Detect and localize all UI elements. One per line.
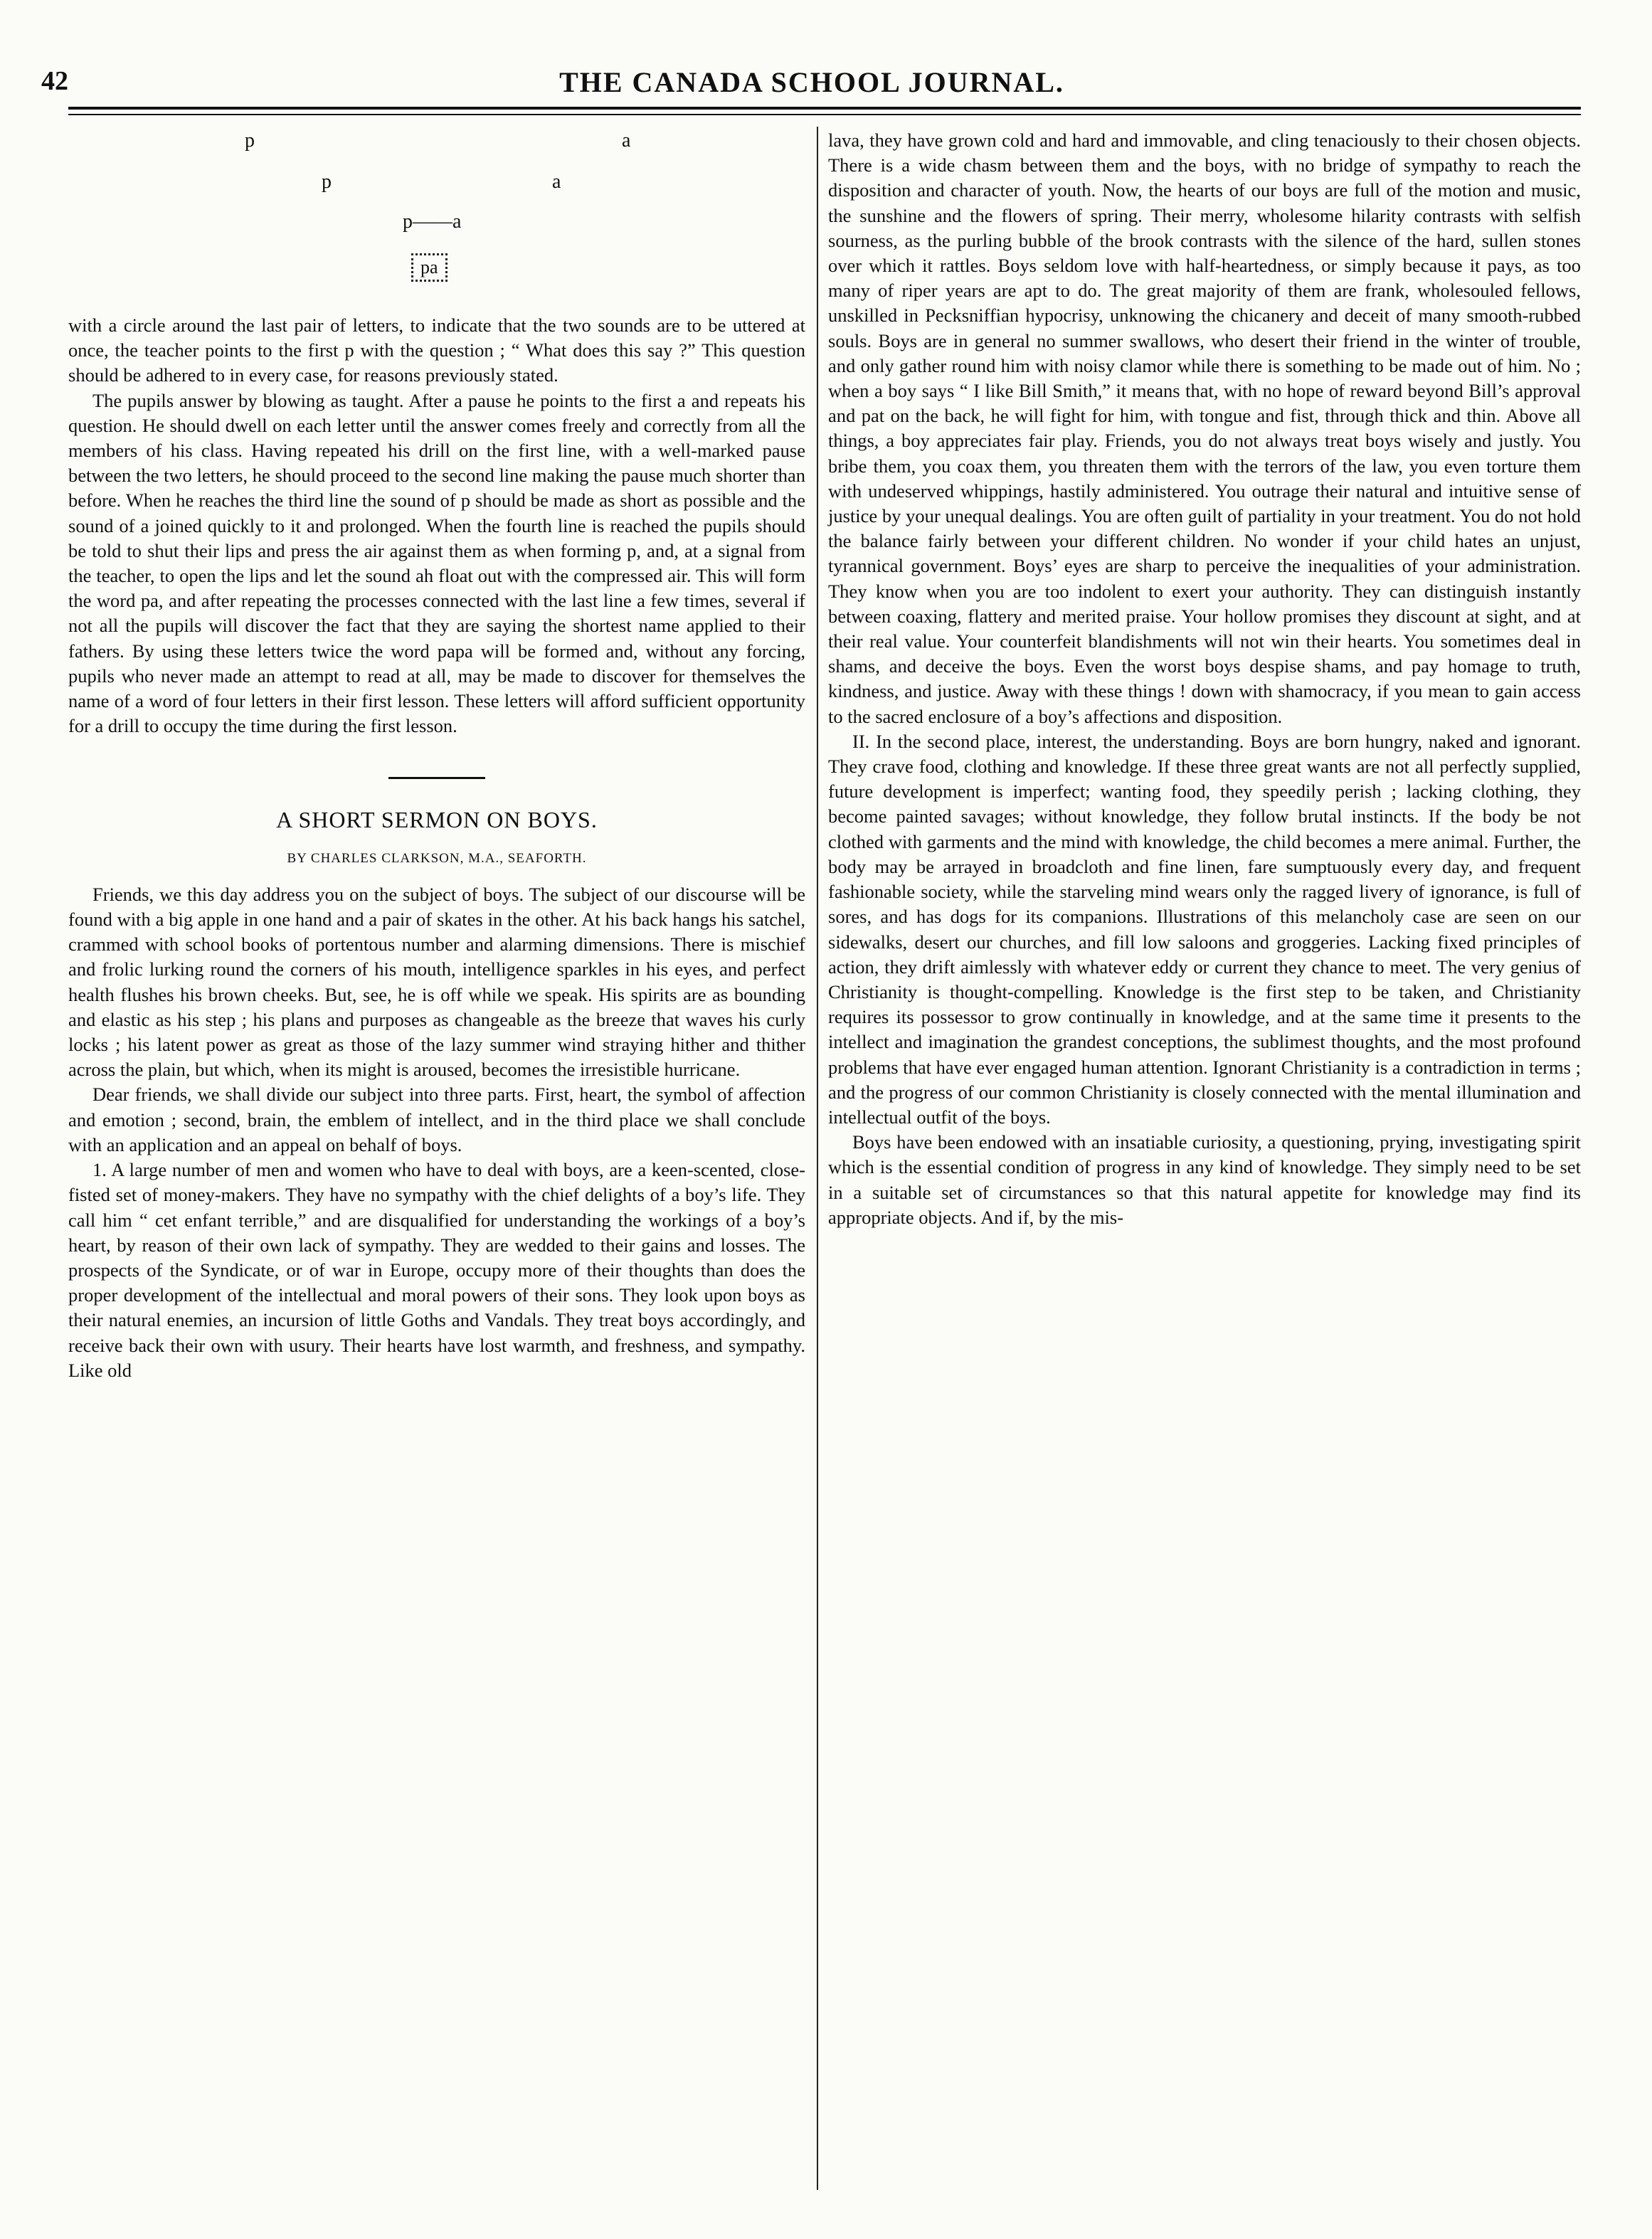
paragraph: Dear friends, we shall divide our subject into three parts. First, heart, the symbol of affection and emotion ; second, brain, the emblem of intellect, and in the third place we shall conclude with an application and an appeal on behalf of boys. <box>68 1084 805 1155</box>
journal-title: THE CANADA SCHOOL JOURNAL. <box>559 66 1064 98</box>
paragraph: The pupils answer by blowing as taught. After a pause he points to the first a and repeats his question. He should dwell on each letter until the answer comes freely and correctly from all the members of his class. Having repeated his drill on the first line, with a well-marked pause between the two letters, he should proceed to the second line making the pause much shorter than before. When he reaches the third line the sound of p should be made as short as possible and the sound of a joined quickly to it and prolonged. When the fourth line is reached the pupils should be told to shut their lips and press the air against them as when forming p, and, at a signal from the teacher, to open the lips and let the sound ah float out with the compressed air. This will form the word pa, and after repeating the processes connected with the last line a few times, several if not all the pupils will discover the fact that they are saying the shortest name applied to their fathers. By using these letters twice the word papa will be formed and, without any forcing, pupils who never made an attempt to read at all, may be made to discover for themselves the name of a word of four letters in their first lesson. These letters will afford sufficient opportunity for a drill to occupy the time during the first lesson. <box>68 389 805 737</box>
section-divider <box>388 777 485 779</box>
left-column <box>68 128 805 1383</box>
diagram-p-a-3: p——a <box>403 211 462 233</box>
right-column <box>828 128 1581 1230</box>
header-rule-thin <box>68 114 1581 115</box>
paragraph: with a circle around the last pair of letters, to indicate that the two sounds are to be uttered at once, the teacher points to the first p with the question ; “ What does this say ?” This question should be adhered to in every case, for reasons previously stated. <box>68 314 805 386</box>
diagram-a-2: a <box>552 171 561 193</box>
diagram-boxed-pa: pa <box>411 253 448 282</box>
column-divider <box>817 127 818 2190</box>
paragraph: lava, they have grown cold and hard and immovable, and cling tenaciously to their chosen objects. There is a wide chasm between them and the boys, with no bridge of sympathy to reach the disposition and character of youth. Now, the hearts of our boys are full of the motion and music, the sunshine and the flowers of spring. Their merry, wholesome hilarity contrasts with selfish sourness, as the purling bubble of the brook contrasts with the silence of the hard, sullen stones over which it rattles. Boys seldom love with half-heartedness, or simply because it pays, as too many of riper years are apt to do. The great majority of them are frank, wholesouled fellows, unskilled in Pecksniffian hypocrisy, unknowing the chicanery and deceit of many smooth-rubbed souls. Boys are in general no summer swallows, who desert their friend in the winter of trouble, and only gather round him with noisy clamor while there is something to be made out of him. No ; when a boy says “ I like Bill Smith,” it means that, with no hope of reward beyond Bill’s approval and pat on the back, he will fight for him, with tongue and fist, through thick and thin. Above all things, a boy appreciates fair play. Friends, you do not always treat boys wisely and justly. You bribe them, you coax them, you threaten them with the terrors of the law, you even torture them with undeserved whippings, hastily administered. You outrage their natural and intuitive sense of justice by your unequal dealings. You are often guilt of partiality in your treatment. You do not hold the balance fairly between your different children. No wonder if your child hates an unjust, tyrannical government. Boys’ eyes are sharp to perceive the inequalities of your administration. They know when you are too indolent to exert your authority. They can distinguish instantly between coaxing, flattery and merited praise. Your hollow promises they discount at sight, and at their real value. Your counterfeit blandishments will not win their hearts. You sometimes deal in shams, and deceive the boys. Even the worst boys despise shams, and pay homage to truth, kindness, and justice. Away with these things ! down with shamocracy, if you mean to gain access to the sacred enclosure of a boy’s affections and disposition. <box>828 129 1581 727</box>
diagram-a-1: a <box>622 129 631 152</box>
paragraph: Boys have been endowed with an insatiable curiosity, a questioning, prying, investigating spirit which is the essential condition of progress in any kind of knowledge. They simply need to be set in a suitable set of circumstances so that this natural appetite for knowledge may find its appropriate objects. And if, by the mis- <box>828 1131 1581 1228</box>
paragraph: II. In the second place, interest, the understanding. Boys are born hungry, naked and ignorant. They crave food, clothing and knowledge. If these three great wants are not all perfectly supplied, future development is imperfect; wanting food, they speedily perish ; lacking clothing, they become painted savages; without knowledge, they follow brutal instincts. If the body be not clothed with garments and the mind with knowledge, the child becomes a mere animal. Further, the body may be arrayed in broadcloth and fine linen, fare sumptuously every day, and frequent fashionable society, while the starveling mind wears only the ragged livery of ignorance, is full of sores, and has dogs for its companions. Illustrations of this melancholy case are seen on our sidewalks, desert our churches, and fill low saloons and groggeries. Lacking fixed principles of action, they drift aimlessly with whatever eddy or current they chance to meet. The very genius of Christianity is thought-compelling. Knowledge is the first step to be taken, and Christianity requires its possessor to grow continually in knowledge, and at the same time it presents to the intellect and imagination the grandest conceptions, the sublimest thoughts, and the most profound problems that have ever engaged human attention. Ignorant Christianity is a contradiction in terms ; and the progress of our common Christianity is closely connected with the mental illumination and intellectual outfit of the boys. <box>828 730 1581 1128</box>
page-number: 42 <box>41 66 68 96</box>
letter-diagram <box>68 128 805 307</box>
paragraph: Friends, we this day address you on the subject of boys. The subject of our discourse will be found with a big apple in one hand and a pair of skates in the other. At his back hangs his satchel, crammed with school books of portentous number and alarming dimensions. There is mischief and frolic lurking round the corners of his mouth, intelligence sparkles in his eyes, and perfect health flushes his brown cheeks. But, see, he is off while we speak. His spirits are as bounding and elastic as his step ; his plans and purposes as changeable as the breeze that waves his curly locks ; his latent power as great as those of the lazy summer wind straying hither and thither across the plain, but which, when its might is aroused, becomes the irresistible hurricane. <box>68 883 805 1081</box>
diagram-p-2: p <box>322 171 332 193</box>
diagram-p-1: p <box>245 129 255 152</box>
article-title: A SHORT SERMON ON BOYS. <box>276 807 598 833</box>
page-header <box>41 65 1582 100</box>
header-rule <box>68 107 1581 110</box>
paragraph: 1. A large number of men and women who have to deal with boys, are a keen-scented, close-fisted set of money-makers. They have no sympathy with the chief delights of a boy’s life. They call him “ cet enfant terrible,” and are disqualified for understanding the workings of a boy’s heart, by reason of their own lack of sympathy. They are wedded to their gains and losses. The prospects of the Syndicate, or of war in Europe, occupy more of their thoughts than does the proper development of the intellectual and moral powers of their sons. They look upon boys as their natural enemies, an incursion of little Goths and Vandals. They treat boys accordingly, and receive back their own with usury. Their hearts have lost warmth, and freshness, and sympathy. Like old <box>68 1159 805 1381</box>
article-byline: BY CHARLES CLARKSON, M.A., SEAFORTH. <box>287 850 587 866</box>
